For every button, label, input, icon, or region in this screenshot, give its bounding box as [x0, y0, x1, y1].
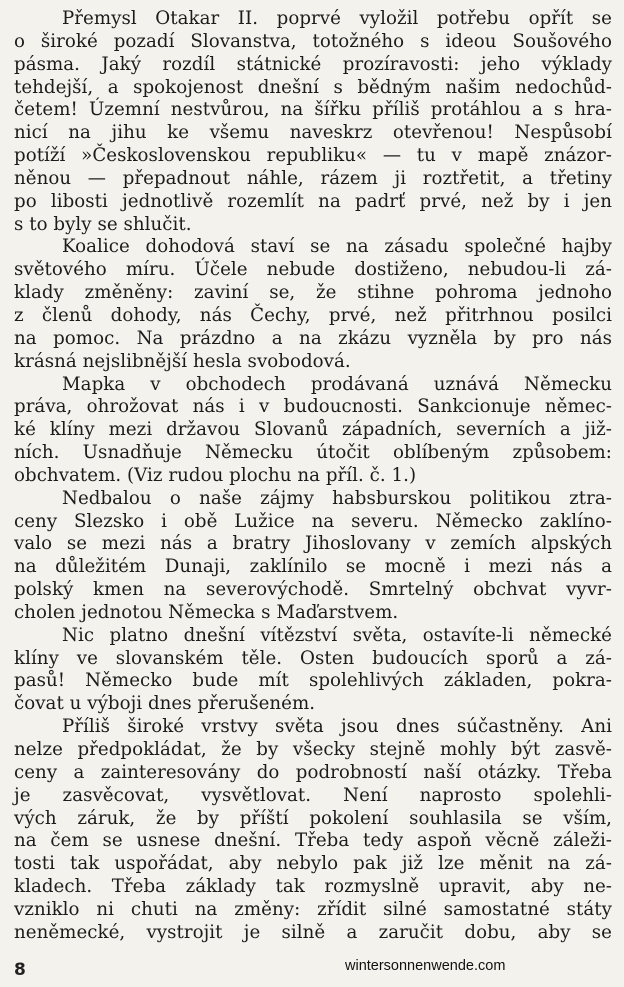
- paragraph: [14, 236, 612, 373]
- text-line: s to byly se shlučit.: [14, 213, 192, 235]
- text-line: neněmecké, vystrojit je silně a zaručit dobu, aby se: [14, 921, 612, 943]
- text-line: valo se mezi nás a bratry Jihoslovany v zemích alpských: [14, 533, 612, 555]
- page-number: 8: [14, 960, 26, 980]
- text-line: potíží »Československou republiku« — tu v mapě znázor-: [14, 145, 612, 167]
- text-line: světového míru. Účele nebude dostiženo, nebudou-li zá-: [14, 259, 612, 281]
- paragraph: [14, 716, 612, 944]
- text-line: z členů dohody, nás Čechy, prvé, než přitrhnou posilci: [14, 304, 612, 326]
- text-line: pásma. Jaký rozdíl státnické prozíravosti: jeho výklady: [14, 53, 612, 75]
- text-line: na pomoc. Na prázdno a na zkázu vyzněla by pro nás: [14, 327, 612, 349]
- text-line: Přemysl Otakar II. poprvé vyložil potřebu opřít se: [62, 8, 612, 29]
- text-line: vzniklo ni chuti na změny: zřídit silné samostatné státy: [14, 898, 612, 920]
- text-line: práva, ohrožovat nás i v budoucnosti. Sankcionuje němec-: [14, 396, 612, 418]
- text-line: Příliš široké vrstvy světa jsou dnes súčastněny. Ani: [62, 716, 612, 738]
- text-line: je zasvěcovat, vysvětlovat. Není naprosto spolehli-: [14, 784, 612, 806]
- text-line: četem! Územní nestvůrou, na šířku příliš protáhlou a s hra-: [14, 99, 612, 121]
- watermark-text: wintersonnenwende.com: [345, 958, 506, 974]
- text-line: na čem se usnese dnešní. Třeba tedy aspoň věcně záleži-: [14, 830, 612, 852]
- text-line: tehdejší, a spokojenost dnešní s bědným našim nedochůd-: [14, 76, 612, 98]
- text-line: polský kmen na severovýchodě. Smrtelný obchvat vyvr-: [14, 579, 612, 601]
- text-line: kladech. Třeba základy tak rozmyslně upravit, aby ne-: [14, 876, 612, 898]
- text-line: vých záruk, že by příští pokolení souhlasila se vším,: [14, 807, 612, 829]
- text-line: ceny Slezsko i obě Lužice na severu. Německo zaklíno-: [14, 510, 612, 532]
- text-line: cholen jednotou Německa s Maďarstvem.: [14, 601, 399, 623]
- text-line: krásná nejslibnější hesla svobodová.: [14, 350, 351, 372]
- text-line: na důležitém Dunaji, zaklínilo se mocně i mezi nás a: [14, 556, 612, 578]
- paragraph: [14, 374, 612, 488]
- text-line: nicí na jihu ke všemu naveskrz otevřenou! Nespůsobí: [14, 122, 612, 144]
- text-line: nelze předpokládat, že by všecky stejně mohly být zasvě-: [14, 739, 612, 760]
- text-line: Koalice dohodová staví se na zásadu společné hajby: [62, 236, 612, 258]
- text-line: ké klíny mezi državou Slovanů západních, severních a již-: [14, 419, 612, 441]
- text-line: po libosti jednotlivě rozemlít na padrť prvé, než by i jen: [14, 190, 612, 212]
- text-line: klady změněny: zaviní se, že stihne pohroma jednoho: [14, 282, 612, 304]
- text-line: o široké pozadí Slovanstva, totožného s ideou Soušového: [14, 30, 612, 52]
- text-line: Mapka v obchodech prodávaná uznává Německu: [62, 373, 612, 395]
- text-line: něnou — přepadnout náhle, rázem ji roztřetit, a třetiny: [14, 167, 612, 189]
- paragraph: [14, 488, 612, 625]
- document-page: [14, 8, 612, 945]
- text-line: obchvatem. (Viz rudou plochu na příl. č. 1.): [14, 464, 417, 486]
- text-line: Nic platno dnešní vítězství světa, ostavíte-li německé: [62, 624, 612, 646]
- text-line: tosti tak uspořádat, aby nebylo pak již lze měnit na zá-: [14, 853, 612, 875]
- text-line: klíny ve slovanském těle. Osten budoucích sporů a zá-: [14, 647, 612, 669]
- text-line: ních. Usnadňuje Německu útočit oblíbeným způsobem:: [14, 442, 612, 464]
- text-line: čovat u výboji dnes přerušeném.: [14, 693, 316, 715]
- text-line: ceny a zainteresovány do podrobností naší otázky. Třeba: [14, 761, 612, 783]
- paragraph: [14, 625, 612, 716]
- text-line: pasů! Německo bude mít spolehlivých základen, pokra-: [14, 670, 612, 692]
- paragraph: [14, 8, 612, 236]
- text-line: Nedbalou o naše zájmy habsburskou politikou ztra-: [62, 487, 612, 509]
